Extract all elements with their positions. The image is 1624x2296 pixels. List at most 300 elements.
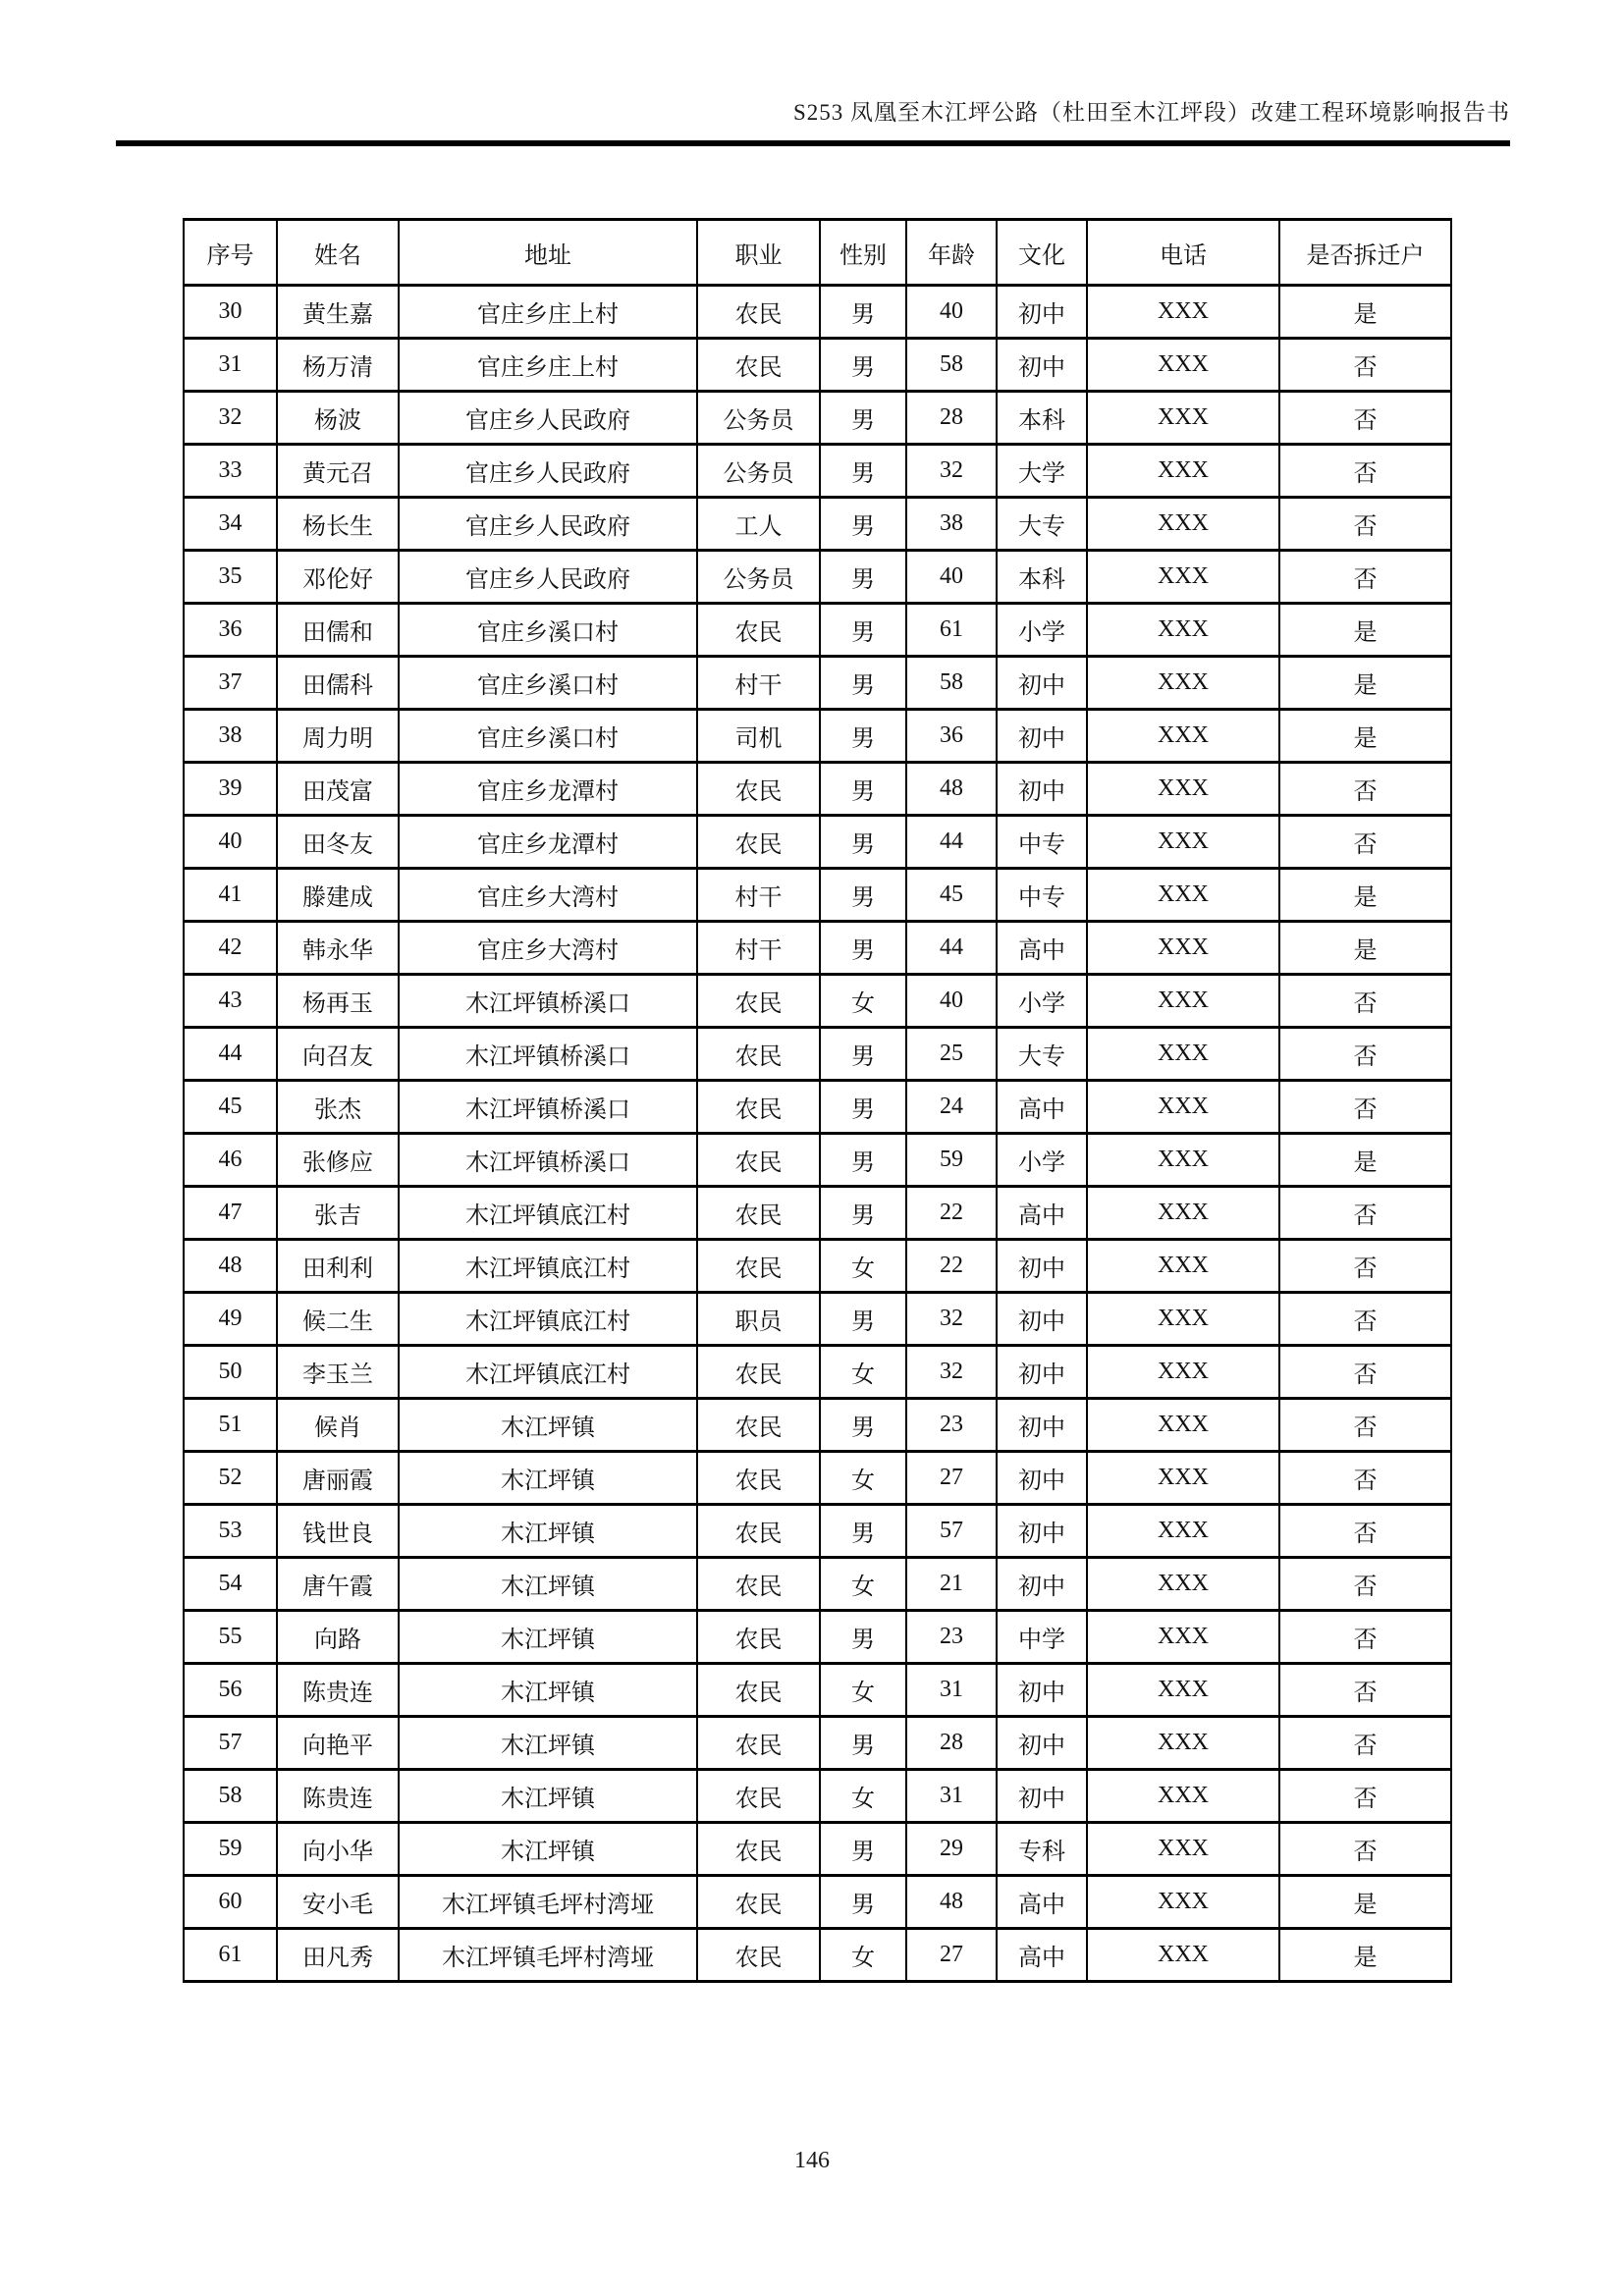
table-cell: 58 bbox=[906, 339, 997, 392]
table-cell: 张修应 bbox=[277, 1134, 399, 1187]
table-row bbox=[184, 1028, 1451, 1081]
table-cell: 农民 bbox=[697, 1876, 820, 1929]
table-cell: 49 bbox=[184, 1293, 277, 1346]
table-row bbox=[184, 1664, 1451, 1717]
table-cell: XXX bbox=[1087, 1187, 1279, 1240]
table-cell: 否 bbox=[1279, 498, 1451, 551]
table-row bbox=[184, 1558, 1451, 1611]
table-cell: 初中 bbox=[997, 1770, 1087, 1823]
table-row bbox=[184, 445, 1451, 498]
table-cell: 男 bbox=[820, 922, 906, 975]
table-cell: 否 bbox=[1279, 551, 1451, 604]
table-cell: 否 bbox=[1279, 1717, 1451, 1770]
table-cell: 32 bbox=[184, 392, 277, 445]
table-cell: 周力明 bbox=[277, 710, 399, 763]
table-cell: 黄元召 bbox=[277, 445, 399, 498]
table-cell: 59 bbox=[184, 1823, 277, 1876]
table-cell: XXX bbox=[1087, 1611, 1279, 1664]
table-cell: 22 bbox=[906, 1240, 997, 1293]
table-cell: XXX bbox=[1087, 1558, 1279, 1611]
table-cell: 陈贵连 bbox=[277, 1664, 399, 1717]
table-cell: XXX bbox=[1087, 445, 1279, 498]
table-cell: 官庄乡庄上村 bbox=[399, 339, 697, 392]
table-cell: 否 bbox=[1279, 763, 1451, 816]
table-cell: 男 bbox=[820, 710, 906, 763]
table-cell: 42 bbox=[184, 922, 277, 975]
table-cell: XXX bbox=[1087, 1929, 1279, 1982]
table-cell: 48 bbox=[906, 763, 997, 816]
table-cell: 农民 bbox=[697, 1028, 820, 1081]
column-header: 序号 bbox=[184, 220, 277, 286]
table-cell: 男 bbox=[820, 339, 906, 392]
table-cell: 41 bbox=[184, 869, 277, 922]
table-cell: XXX bbox=[1087, 1876, 1279, 1929]
table-cell: 木江坪镇 bbox=[399, 1717, 697, 1770]
table-cell: 杨万清 bbox=[277, 339, 399, 392]
table-cell: XXX bbox=[1087, 392, 1279, 445]
table-cell: 大学 bbox=[997, 445, 1087, 498]
table-cell: 是 bbox=[1279, 604, 1451, 657]
table-cell: 25 bbox=[906, 1028, 997, 1081]
table-cell: 田儒和 bbox=[277, 604, 399, 657]
table-cell: 32 bbox=[906, 1293, 997, 1346]
table-cell: 农民 bbox=[697, 1240, 820, 1293]
table-cell: 男 bbox=[820, 392, 906, 445]
table-cell: 向艳平 bbox=[277, 1717, 399, 1770]
table-row bbox=[184, 922, 1451, 975]
table-cell: 28 bbox=[906, 392, 997, 445]
table-row bbox=[184, 1134, 1451, 1187]
table-cell: 农民 bbox=[697, 1346, 820, 1399]
table-cell: XXX bbox=[1087, 816, 1279, 869]
table-cell: 28 bbox=[906, 1717, 997, 1770]
table-cell: 23 bbox=[906, 1611, 997, 1664]
table-cell: 高中 bbox=[997, 1187, 1087, 1240]
table-cell: 43 bbox=[184, 975, 277, 1028]
table-cell: 初中 bbox=[997, 1664, 1087, 1717]
table-cell: XXX bbox=[1087, 1028, 1279, 1081]
table-cell: 农民 bbox=[697, 1664, 820, 1717]
table-cell: 是 bbox=[1279, 869, 1451, 922]
table-row bbox=[184, 1081, 1451, 1134]
table-cell: 男 bbox=[820, 445, 906, 498]
table-cell: 农民 bbox=[697, 1770, 820, 1823]
table-cell: 是 bbox=[1279, 1929, 1451, 1982]
table-cell: 公务员 bbox=[697, 551, 820, 604]
table-cell: 31 bbox=[906, 1770, 997, 1823]
table-cell: 男 bbox=[820, 1717, 906, 1770]
table-cell: 30 bbox=[184, 286, 277, 339]
table-cell: 木江坪镇底江村 bbox=[399, 1240, 697, 1293]
table-cell: 32 bbox=[906, 445, 997, 498]
table-cell: 木江坪镇桥溪口 bbox=[399, 975, 697, 1028]
table-cell: 木江坪镇桥溪口 bbox=[399, 1028, 697, 1081]
table-cell: 农民 bbox=[697, 604, 820, 657]
table-cell: 45 bbox=[906, 869, 997, 922]
table-cell: 官庄乡人民政府 bbox=[399, 498, 697, 551]
table-cell: XXX bbox=[1087, 1505, 1279, 1558]
page-number: 146 bbox=[794, 2148, 830, 2173]
table-cell: 女 bbox=[820, 1929, 906, 1982]
header-rule bbox=[116, 140, 1510, 146]
table-cell: 57 bbox=[906, 1505, 997, 1558]
table-cell: 初中 bbox=[997, 1717, 1087, 1770]
table-cell: 初中 bbox=[997, 1240, 1087, 1293]
table-cell: 村干 bbox=[697, 869, 820, 922]
table-cell: 60 bbox=[184, 1876, 277, 1929]
table-cell: 45 bbox=[184, 1081, 277, 1134]
table-cell: 邓伦好 bbox=[277, 551, 399, 604]
table-cell: 初中 bbox=[997, 1293, 1087, 1346]
table-cell: 48 bbox=[906, 1876, 997, 1929]
table-cell: 否 bbox=[1279, 975, 1451, 1028]
table-cell: 32 bbox=[906, 1346, 997, 1399]
table-cell: 否 bbox=[1279, 1611, 1451, 1664]
table-cell: 39 bbox=[184, 763, 277, 816]
table-cell: 初中 bbox=[997, 763, 1087, 816]
table-cell: 男 bbox=[820, 551, 906, 604]
table-cell: 大专 bbox=[997, 1028, 1087, 1081]
table-row bbox=[184, 1240, 1451, 1293]
table-cell: 男 bbox=[820, 869, 906, 922]
table-cell: 46 bbox=[184, 1134, 277, 1187]
table-cell: 40 bbox=[906, 975, 997, 1028]
table-cell: 官庄乡溪口村 bbox=[399, 604, 697, 657]
table-cell: XXX bbox=[1087, 1293, 1279, 1346]
table-cell: 否 bbox=[1279, 392, 1451, 445]
table-cell: 职员 bbox=[697, 1293, 820, 1346]
column-header: 地址 bbox=[399, 220, 697, 286]
table-cell: 是 bbox=[1279, 1876, 1451, 1929]
table-cell: 35 bbox=[184, 551, 277, 604]
table-cell: 否 bbox=[1279, 1664, 1451, 1717]
table-cell: 高中 bbox=[997, 1929, 1087, 1982]
table-cell: 初中 bbox=[997, 1346, 1087, 1399]
table-cell: 官庄乡溪口村 bbox=[399, 657, 697, 710]
table-row bbox=[184, 604, 1451, 657]
table-row bbox=[184, 975, 1451, 1028]
table-row bbox=[184, 339, 1451, 392]
table-cell: XXX bbox=[1087, 1717, 1279, 1770]
table-cell: XXX bbox=[1087, 975, 1279, 1028]
table-cell: 否 bbox=[1279, 445, 1451, 498]
table-cell: 否 bbox=[1279, 1823, 1451, 1876]
table-cell: 44 bbox=[906, 922, 997, 975]
table-cell: 男 bbox=[820, 1187, 906, 1240]
table-cell: 男 bbox=[820, 286, 906, 339]
table-cell: 男 bbox=[820, 1823, 906, 1876]
table-row bbox=[184, 763, 1451, 816]
table-cell: 农民 bbox=[697, 286, 820, 339]
table-cell: 24 bbox=[906, 1081, 997, 1134]
table-cell: 农民 bbox=[697, 1452, 820, 1505]
table-cell: 男 bbox=[820, 604, 906, 657]
table-cell: 男 bbox=[820, 1293, 906, 1346]
table-cell: 公务员 bbox=[697, 392, 820, 445]
table-row bbox=[184, 816, 1451, 869]
table-cell: XXX bbox=[1087, 1081, 1279, 1134]
table-cell: 34 bbox=[184, 498, 277, 551]
table-cell: 男 bbox=[820, 816, 906, 869]
table-cell: 男 bbox=[820, 1611, 906, 1664]
table-cell: 小学 bbox=[997, 975, 1087, 1028]
table-cell: 55 bbox=[184, 1611, 277, 1664]
table-row bbox=[184, 1876, 1451, 1929]
table-cell: 是 bbox=[1279, 657, 1451, 710]
table-cell: 杨长生 bbox=[277, 498, 399, 551]
table-cell: 48 bbox=[184, 1240, 277, 1293]
table-cell: 田冬友 bbox=[277, 816, 399, 869]
table-cell: 是 bbox=[1279, 286, 1451, 339]
column-header: 职业 bbox=[697, 220, 820, 286]
table-cell: 21 bbox=[906, 1558, 997, 1611]
table-cell: 高中 bbox=[997, 1876, 1087, 1929]
table-cell: 村干 bbox=[697, 657, 820, 710]
table-cell: 是 bbox=[1279, 710, 1451, 763]
table-cell: 否 bbox=[1279, 816, 1451, 869]
table-row bbox=[184, 1399, 1451, 1452]
table-row bbox=[184, 1717, 1451, 1770]
table-cell: 57 bbox=[184, 1717, 277, 1770]
table-row bbox=[184, 551, 1451, 604]
table-cell: 51 bbox=[184, 1399, 277, 1452]
table-cell: 农民 bbox=[697, 1823, 820, 1876]
table-cell: 向路 bbox=[277, 1611, 399, 1664]
table-cell: 候二生 bbox=[277, 1293, 399, 1346]
table-cell: 初中 bbox=[997, 1452, 1087, 1505]
table-cell: 初中 bbox=[997, 657, 1087, 710]
table-cell: 木江坪镇 bbox=[399, 1823, 697, 1876]
table-cell: 否 bbox=[1279, 1558, 1451, 1611]
table-cell: XXX bbox=[1087, 1134, 1279, 1187]
table-cell: 官庄乡大湾村 bbox=[399, 922, 697, 975]
table-header-row bbox=[184, 220, 1451, 286]
table-row bbox=[184, 1452, 1451, 1505]
table-cell: 是 bbox=[1279, 922, 1451, 975]
table-cell: XXX bbox=[1087, 1346, 1279, 1399]
table-cell: 官庄乡溪口村 bbox=[399, 710, 697, 763]
table-cell: 40 bbox=[906, 551, 997, 604]
table-cell: 44 bbox=[184, 1028, 277, 1081]
table-cell: 木江坪镇 bbox=[399, 1399, 697, 1452]
table-cell: 工人 bbox=[697, 498, 820, 551]
table-cell: 滕建成 bbox=[277, 869, 399, 922]
table-cell: 唐丽霞 bbox=[277, 1452, 399, 1505]
table-cell: 农民 bbox=[697, 816, 820, 869]
table-cell: 22 bbox=[906, 1187, 997, 1240]
table-cell: 候肖 bbox=[277, 1399, 399, 1452]
table-cell: 司机 bbox=[697, 710, 820, 763]
table-cell: 杨波 bbox=[277, 392, 399, 445]
table-cell: 36 bbox=[906, 710, 997, 763]
table-cell: 53 bbox=[184, 1505, 277, 1558]
table-cell: 农民 bbox=[697, 1717, 820, 1770]
table-cell: 木江坪镇 bbox=[399, 1611, 697, 1664]
table-cell: 女 bbox=[820, 1346, 906, 1399]
table-cell: 初中 bbox=[997, 1558, 1087, 1611]
table-cell: 田利利 bbox=[277, 1240, 399, 1293]
table-cell: XXX bbox=[1087, 922, 1279, 975]
table-row bbox=[184, 1187, 1451, 1240]
table-cell: 农民 bbox=[697, 1611, 820, 1664]
column-header: 姓名 bbox=[277, 220, 399, 286]
page-header bbox=[116, 94, 1510, 146]
table-cell: 木江坪镇 bbox=[399, 1770, 697, 1823]
table-cell: 杨再玉 bbox=[277, 975, 399, 1028]
table-cell: 本科 bbox=[997, 392, 1087, 445]
table-cell: 44 bbox=[906, 816, 997, 869]
table-cell: XXX bbox=[1087, 498, 1279, 551]
table-cell: 否 bbox=[1279, 1770, 1451, 1823]
table-cell: 男 bbox=[820, 1081, 906, 1134]
table-cell: 农民 bbox=[697, 1134, 820, 1187]
table-body bbox=[184, 286, 1451, 1982]
table-cell: 31 bbox=[184, 339, 277, 392]
table-row bbox=[184, 657, 1451, 710]
table-cell: XXX bbox=[1087, 1770, 1279, 1823]
table-cell: 27 bbox=[906, 1929, 997, 1982]
table-row bbox=[184, 710, 1451, 763]
table-cell: 官庄乡人民政府 bbox=[399, 392, 697, 445]
table-cell: 官庄乡人民政府 bbox=[399, 445, 697, 498]
table-cell: 男 bbox=[820, 498, 906, 551]
table-cell: 木江坪镇底江村 bbox=[399, 1187, 697, 1240]
table-cell: XXX bbox=[1087, 1664, 1279, 1717]
table-cell: 张吉 bbox=[277, 1187, 399, 1240]
table-cell: 31 bbox=[906, 1664, 997, 1717]
table-cell: 官庄乡龙潭村 bbox=[399, 763, 697, 816]
table-cell: 否 bbox=[1279, 1399, 1451, 1452]
table-cell: XXX bbox=[1087, 339, 1279, 392]
table-cell: 初中 bbox=[997, 1399, 1087, 1452]
table-cell: 61 bbox=[906, 604, 997, 657]
table-cell: 47 bbox=[184, 1187, 277, 1240]
table-cell: 公务员 bbox=[697, 445, 820, 498]
table-cell: 23 bbox=[906, 1399, 997, 1452]
table-cell: 官庄乡庄上村 bbox=[399, 286, 697, 339]
table-cell: 29 bbox=[906, 1823, 997, 1876]
table-cell: 官庄乡人民政府 bbox=[399, 551, 697, 604]
table-cell: 田儒科 bbox=[277, 657, 399, 710]
table-cell: 张杰 bbox=[277, 1081, 399, 1134]
table-cell: 初中 bbox=[997, 710, 1087, 763]
table-cell: 否 bbox=[1279, 1081, 1451, 1134]
table-row bbox=[184, 1611, 1451, 1664]
table-cell: 40 bbox=[906, 286, 997, 339]
table-cell: 向小华 bbox=[277, 1823, 399, 1876]
table-cell: 38 bbox=[906, 498, 997, 551]
column-header: 是否拆迁户 bbox=[1279, 220, 1451, 286]
table-cell: 男 bbox=[820, 657, 906, 710]
table-cell: 木江坪镇 bbox=[399, 1558, 697, 1611]
table-cell: 农民 bbox=[697, 1929, 820, 1982]
table-cell: 女 bbox=[820, 1664, 906, 1717]
table-cell: 官庄乡大湾村 bbox=[399, 869, 697, 922]
table-cell: 木江坪镇毛坪村湾垭 bbox=[399, 1929, 697, 1982]
table-cell: 农民 bbox=[697, 1081, 820, 1134]
table-cell: 56 bbox=[184, 1664, 277, 1717]
table-cell: 36 bbox=[184, 604, 277, 657]
table-cell: 否 bbox=[1279, 1240, 1451, 1293]
column-header: 年龄 bbox=[906, 220, 997, 286]
table-cell: 唐午霞 bbox=[277, 1558, 399, 1611]
table-cell: 农民 bbox=[697, 339, 820, 392]
table-cell: 否 bbox=[1279, 1293, 1451, 1346]
table-cell: 女 bbox=[820, 1770, 906, 1823]
table-cell: 女 bbox=[820, 1558, 906, 1611]
table-cell: 中专 bbox=[997, 869, 1087, 922]
table-cell: 安小毛 bbox=[277, 1876, 399, 1929]
table-cell: 女 bbox=[820, 975, 906, 1028]
table-row bbox=[184, 392, 1451, 445]
table-cell: 男 bbox=[820, 1876, 906, 1929]
table-cell: XXX bbox=[1087, 1399, 1279, 1452]
table-cell: 农民 bbox=[697, 1399, 820, 1452]
column-header: 电话 bbox=[1087, 220, 1279, 286]
table-cell: 38 bbox=[184, 710, 277, 763]
table-cell: 否 bbox=[1279, 1452, 1451, 1505]
table-cell: 农民 bbox=[697, 1558, 820, 1611]
table-row bbox=[184, 498, 1451, 551]
table-cell: 37 bbox=[184, 657, 277, 710]
table-cell: 小学 bbox=[997, 604, 1087, 657]
table-cell: 小学 bbox=[997, 1134, 1087, 1187]
table-cell: 木江坪镇 bbox=[399, 1452, 697, 1505]
table-row bbox=[184, 1293, 1451, 1346]
table-cell: 50 bbox=[184, 1346, 277, 1399]
table-cell: 61 bbox=[184, 1929, 277, 1982]
table-cell: XXX bbox=[1087, 1823, 1279, 1876]
table-cell: 农民 bbox=[697, 763, 820, 816]
table-cell: 中学 bbox=[997, 1611, 1087, 1664]
table-cell: 木江坪镇底江村 bbox=[399, 1346, 697, 1399]
table-cell: 木江坪镇底江村 bbox=[399, 1293, 697, 1346]
table-cell: XXX bbox=[1087, 604, 1279, 657]
table-cell: 否 bbox=[1279, 1028, 1451, 1081]
residents-survey-table bbox=[183, 218, 1452, 1983]
table-cell: 否 bbox=[1279, 1505, 1451, 1558]
table-cell: 木江坪镇桥溪口 bbox=[399, 1134, 697, 1187]
table-cell: 27 bbox=[906, 1452, 997, 1505]
table-cell: 40 bbox=[184, 816, 277, 869]
table-cell: XXX bbox=[1087, 1452, 1279, 1505]
table-cell: 58 bbox=[184, 1770, 277, 1823]
table-row bbox=[184, 286, 1451, 339]
table-cell: 李玉兰 bbox=[277, 1346, 399, 1399]
table-cell: 33 bbox=[184, 445, 277, 498]
table-cell: XXX bbox=[1087, 710, 1279, 763]
column-header: 性别 bbox=[820, 220, 906, 286]
table-cell: 女 bbox=[820, 1240, 906, 1293]
table-cell: 52 bbox=[184, 1452, 277, 1505]
report-title: S253 凤凰至木江坪公路（杜田至木江坪段）改建工程环境影响报告书 bbox=[792, 100, 1510, 125]
table-cell: 初中 bbox=[997, 286, 1087, 339]
table-cell: 男 bbox=[820, 1505, 906, 1558]
table-row bbox=[184, 869, 1451, 922]
table-cell: 木江坪镇 bbox=[399, 1664, 697, 1717]
table-cell: 58 bbox=[906, 657, 997, 710]
table-cell: 男 bbox=[820, 1134, 906, 1187]
table-cell: 男 bbox=[820, 1028, 906, 1081]
table-cell: 木江坪镇毛坪村湾垭 bbox=[399, 1876, 697, 1929]
table-cell: XXX bbox=[1087, 551, 1279, 604]
table-cell: 木江坪镇 bbox=[399, 1505, 697, 1558]
table-cell: 中专 bbox=[997, 816, 1087, 869]
table-cell: 陈贵连 bbox=[277, 1770, 399, 1823]
table-cell: 初中 bbox=[997, 1505, 1087, 1558]
table-cell: 54 bbox=[184, 1558, 277, 1611]
table-cell: 否 bbox=[1279, 1346, 1451, 1399]
